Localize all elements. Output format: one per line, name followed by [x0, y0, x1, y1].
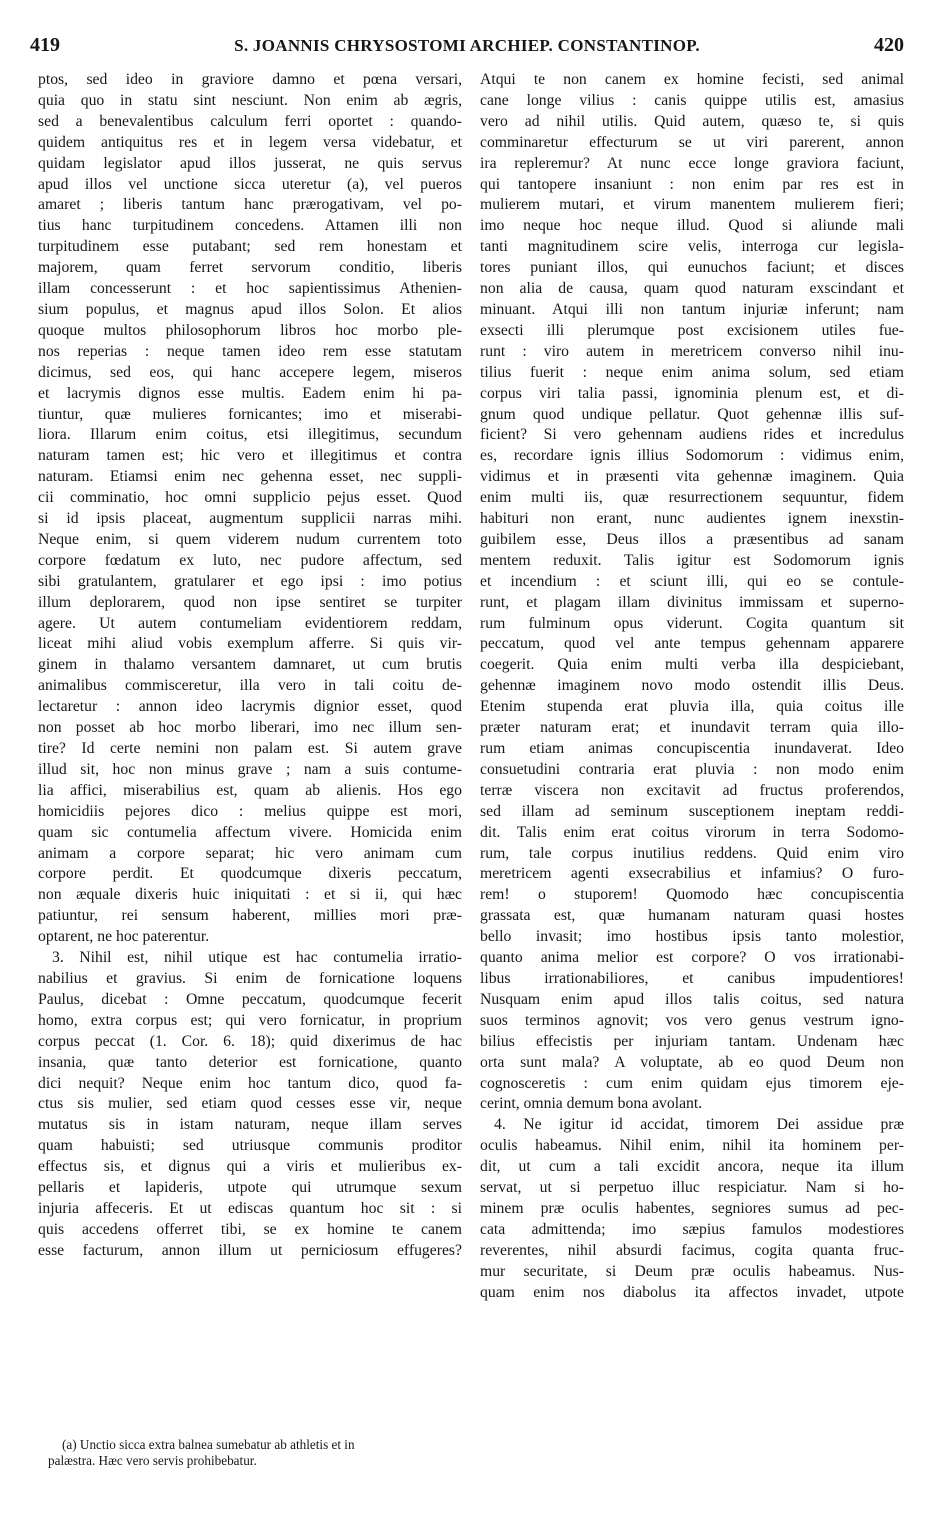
text-line: sibi gratulantem, gratularer et ego ipsi : imo potius [38, 572, 462, 590]
text-line: coegerit. Quia enim multi verba illa despiciebant, [480, 656, 904, 674]
text-line: mulierem mutari, et virum manentem mulierem fieri; [480, 196, 904, 214]
text-line: illam concesserunt : et hoc sapientissimus Athenien- [38, 280, 462, 298]
text-line: bello invasit; imo hostibus ipsis tanto molestior, [480, 928, 904, 946]
text-line: illum deplorarem, quod non ipse sentiret se turpiter [38, 593, 462, 611]
text-line: quia quo in statu sint nesciunt. Non enim ab ægris, [38, 91, 462, 109]
text-line: homicidiis pejores dico : melius quippe est mori, [38, 802, 462, 820]
text-line: libus irrationabiliores, et canibus impudentiores! [480, 969, 904, 987]
text-line: ficient? Si vero gehennam audiens rides et incredulus [480, 426, 904, 444]
text-line: tores puniant illos, qui eunuchos faciunt; et disces [480, 259, 904, 277]
text-line: ctus sis mulier, sed etiam quod cesses esse vir, neque [38, 1095, 462, 1113]
running-title: S. JOANNIS CHRYSOSTOMI ARCHIEP. CONSTANTINOP. [234, 36, 700, 55]
text-line: turpitudinem esse putabant; sed rem honestam et [38, 238, 462, 256]
text-line: animalibus commisceretur, illa vero in tali coitu de- [38, 677, 462, 695]
footnote-line: (a) Unctio sicca extra balnea sumebatur ab athletis et in [62, 1437, 355, 1452]
text-line: homo, extra corpus est; qui vero fornicatur, in proprium [38, 1011, 462, 1029]
text-line: illud sit, hoc non minus grave ; nam a suis contume- [38, 760, 462, 778]
text-line: vero ad nihil utilis. Quid autem, quæso te, si quis [480, 112, 904, 130]
text-line: enim multi iis, quæ resurrectionem sequuntur, fidem [480, 489, 904, 507]
footnote-line: palæstra. Hæc vero servis prohibebatur. [48, 1452, 257, 1468]
text-line: dit, ut cum a tali excidit ancora, neque ita illum [480, 1158, 904, 1176]
text-line: 4. Ne igitur id accidat, timorem Dei assidue præ [494, 1116, 904, 1134]
text-line: cane longe vilius : canis quippe utilis est, amasius [480, 91, 904, 109]
text-line: terræ viscera non excitavit ad fructus proferendos, [480, 781, 904, 799]
page-header [30, 34, 904, 64]
text-line: amaret ; liberis tantum hanc prærogativam, vel po- [38, 196, 462, 214]
text-line: oculis habeamus. Nihil enim, nihil ita hominem per- [480, 1137, 904, 1155]
text-line: corpus peccat (1. Cor. 6. 18); quid dixerimus de hac [38, 1032, 462, 1050]
text-line: cognosceretis : cum enim quidam ejus timorem eje- [480, 1074, 904, 1092]
text-line: naturam tamen est; hic vero et illegitimus et contra [38, 447, 462, 465]
text-line: imo neque hoc neque illud. Quod si aliunde mali [480, 217, 904, 235]
text-line: gnum quod undique pellatur. Quot gehennæ illis suf- [480, 405, 904, 423]
text-line: es, recordare ignis illius Sodomorum : vidimus enim, [480, 447, 904, 465]
text-line: runt : viro autem in meretricem converso nihil inu- [480, 342, 904, 360]
text-line: minuant. Atqui illi non tantum injuriæ inferunt; nam [480, 300, 904, 318]
text-line: quam enim nos diabolus ita affectos invadet, utpote [480, 1283, 904, 1301]
text-line: non æquale dixeris huic iniquitati : et si ii, qui hæc [38, 886, 462, 904]
text-line: nabilius et gravius. Si enim de fornicatione loquens [38, 969, 462, 987]
text-line: quidam legislator apud illos jusserat, ne quis servus [38, 154, 462, 172]
left-column [38, 70, 462, 1262]
text-line: mur securitate, si Deum præ oculis habeamus. Nus- [480, 1262, 904, 1280]
text-line: lectaretur : annon ideo lacrymis dignior esset, quod [38, 698, 462, 716]
text-line: peccatum, quod vel ante tempus gehennam apparere [480, 635, 904, 653]
text-line: liora. Illarum enim coitus, etsi illegitimus, secundum [38, 426, 462, 444]
text-line: Atqui te non canem ex homine fecisti, sed animal [480, 71, 904, 88]
text-line: effectus sis, et dignus qui a viris et mulieribus ex- [38, 1158, 462, 1176]
text-line: sium populus, et magnus apud illos Solon. Et alios [38, 300, 462, 318]
text-line: non alia de causa, quam quod naturam exscindant et [480, 280, 904, 298]
text-line: esse facturum, annon illum ut perniciosum effugeres? [38, 1241, 462, 1259]
text-line: si id ipsis placeat, augmentum supplicii narras mihi. [38, 510, 462, 528]
text-line: pellaris et lapideris, utpote qui utrumque sexum [38, 1179, 462, 1197]
text-line: ptos, sed ideo in graviore damno et pœna versari, [38, 71, 462, 88]
text-line: Nusquam enim apud illos talis coitus, sed natura [480, 990, 904, 1008]
footnote [48, 1437, 462, 1468]
text-line: exsecti illi plerumque post excisionem utiles fue- [480, 321, 904, 339]
text-line: patiuntur, rei sensum haberent, millies mori præ- [38, 907, 462, 925]
text-line: apud illos vel unctione sicca uteretur (a), vel pueros [38, 175, 462, 193]
text-line: minem præ oculis habentes, segniores sumus ad pec- [480, 1199, 904, 1217]
text-line: habituri non erant, nunc audientes ignem inexstin- [480, 510, 904, 528]
text-line: tanti magnitudinem scire velis, interroga cur legisla- [480, 238, 904, 256]
text-line: cata admittenda; imo sæpius famulos modestiores [480, 1220, 904, 1238]
text-line: comminaretur effecturum se ut viri parerent, annon [480, 133, 904, 151]
text-line: dit. Talis enim erat coitus virorum in terra Sodomo- [480, 823, 904, 841]
text-line: nos reperias : neque tamen ideo rem esse statutam [38, 342, 462, 360]
text-line: meretricem agenti exsecrabilius et infamius? O furo- [480, 865, 904, 883]
text-line: qui tantopere insaniunt : non enim par res est in [480, 175, 904, 193]
text-line: majorem, quam ferret servorum conditio, liberis [38, 259, 462, 277]
text-line: quidem antiquitus res et in legem versa videbatur, et [38, 133, 462, 151]
text-line: injuria affeceris. Et ut ediscas quantum hoc sit : si [38, 1199, 462, 1217]
text-line: tire? Id certe nemini non palam est. Si autem grave [38, 740, 462, 757]
text-line: corpore fœdatum ex luto, nec pudore affectum, sed [38, 551, 462, 569]
text-line: cerint, omnia demum bona avolant. [480, 1095, 703, 1113]
text-line: lia affici, miserabilius est, quam ab alienis. Hos ego [38, 781, 462, 799]
text-line: mutatus sis in istam naturam, neque illam serves [38, 1116, 462, 1134]
text-line: ginem in thalamo versantem damnaret, ut cum brutis [38, 656, 462, 674]
text-line: rum fulminum opus viderunt. Cogita quantum sit [480, 614, 904, 632]
text-line: liceat mihi aliud vobis exemplum afferre. Si quis vir- [38, 635, 462, 653]
text-line: quanto anima melior est corpore? O vos irrationabi- [480, 949, 904, 967]
text-line: Paulus, dicebat : Omne peccatum, quodcumque fecerit [38, 990, 462, 1008]
text-line: mentem reduxit. Talis igitur est Sodomorum ignis [480, 551, 904, 569]
text-line: sed illam ad seminum susceptionem ineptam reddi- [480, 802, 904, 820]
text-line: grassata est, quæ humanam naturam quasi hostes [480, 907, 904, 925]
text-line: naturam. Etiamsi enim nec gehenna esset, nec suppli- [38, 468, 462, 486]
text-line: agere. Ut autem contumeliam evidentiorem reddam, [38, 614, 462, 632]
text-line: corpus viri talia passi, ignominia plenum est, et di- [480, 384, 904, 402]
text-line: runt, et plagam illam divinitus immissam et superno- [480, 593, 904, 611]
text-line: cii comminatio, hoc omni supplicio pejus esset. Quod [38, 489, 462, 507]
text-line: Etenim stupenda erat pluvia illa, quia coitus ille [480, 698, 904, 716]
text-line: vidimus et in præsenti vita gehennæ imaginem. Quia [480, 468, 904, 486]
text-line: quam sic contumelia affectum vivere. Homicida enim [38, 823, 462, 841]
text-line: rum, tale corpus inutilius reddens. Quid enim viro [480, 844, 904, 862]
text-line: dici nequit? Neque enim hoc tantum dico, quod fa- [38, 1074, 462, 1092]
text-line: reverentes, nihil absurdi facimus, cogita quanta fruc- [480, 1241, 904, 1259]
text-line: sed a benevalentibus calculum ferri oportet : quando- [38, 112, 462, 130]
text-line: corpore perdit. Et quodcumque dixeris peccatum, [38, 865, 462, 883]
text-line: orta sunt mala? A voluptate, ab eo quod Deum non [480, 1053, 904, 1071]
text-line: bilius effecistis per injuriam tantam. Undenam hæc [480, 1032, 904, 1050]
text-line: Neque enim, si quem viderem nudum currentem toto [38, 530, 462, 548]
text-line: rum etiam animas concupiscentia inundaverat. Ideo [480, 740, 904, 757]
text-line: et lacrymis dignos esse multis. Eadem enim hi pa- [38, 384, 462, 402]
text-line: servat, ut si perpetuo illuc respiciatur. Nam si ho- [480, 1179, 904, 1197]
text-line: guibilem esse, Deus illos a præsentibus ad sanam [480, 530, 904, 548]
text-line: tius hanc turpitudinem concedens. Attamen illi non [38, 217, 462, 235]
text-line: ira repleremur? At nunc ecce longe graviora faciunt, [480, 154, 904, 172]
text-line: optarent, ne hoc paterentur. [38, 928, 210, 946]
text-line: tilius fuerit : neque enim anima solum, sed etiam [480, 363, 904, 381]
text-line: et incendium : et sciunt illi, qui eo se contule- [480, 572, 904, 590]
text-line: quam habuisti; sed utriusque communis proditor [38, 1137, 462, 1155]
text-line: tiuntur, quæ mulieres fornicantes; imo et miserabi- [38, 405, 462, 423]
text-line: quis accedens offerret tibi, se ex homine te canem [38, 1220, 462, 1238]
text-line: non posset ab hoc morbo liberari, imo nec illum sen- [38, 719, 462, 737]
text-line: insania, quæ tanto deterior est fornicatione, quanto [38, 1053, 462, 1071]
text-line: rem! o stuporem! Quomodo hæc concupiscentia [480, 886, 904, 904]
text-line: gehennæ imaginem novo modo ostendit illis Deus. [480, 677, 904, 695]
text-line: dicimus, sed eos, qui hanc accepere legem, miseros [38, 363, 462, 381]
text-line: consuetudini contraria erat pluvia : non modo enim [480, 760, 904, 778]
page-number-right: 420 [874, 34, 904, 56]
page-number-left: 419 [30, 34, 60, 56]
text-line: quoque multos philosophorum libros hoc morbo ple- [38, 321, 462, 339]
text-line: 3. Nihil est, nihil utique est hac contumelia irratio- [52, 949, 462, 967]
text-line: animam a corpore separat; hic vero animam cum [38, 844, 462, 862]
right-column [480, 70, 904, 1303]
text-line: præter naturam erat; et inundavit terram quia illo- [480, 719, 904, 737]
text-line: suos terminos agnovit; vos vero genus vestrum igno- [480, 1011, 904, 1029]
